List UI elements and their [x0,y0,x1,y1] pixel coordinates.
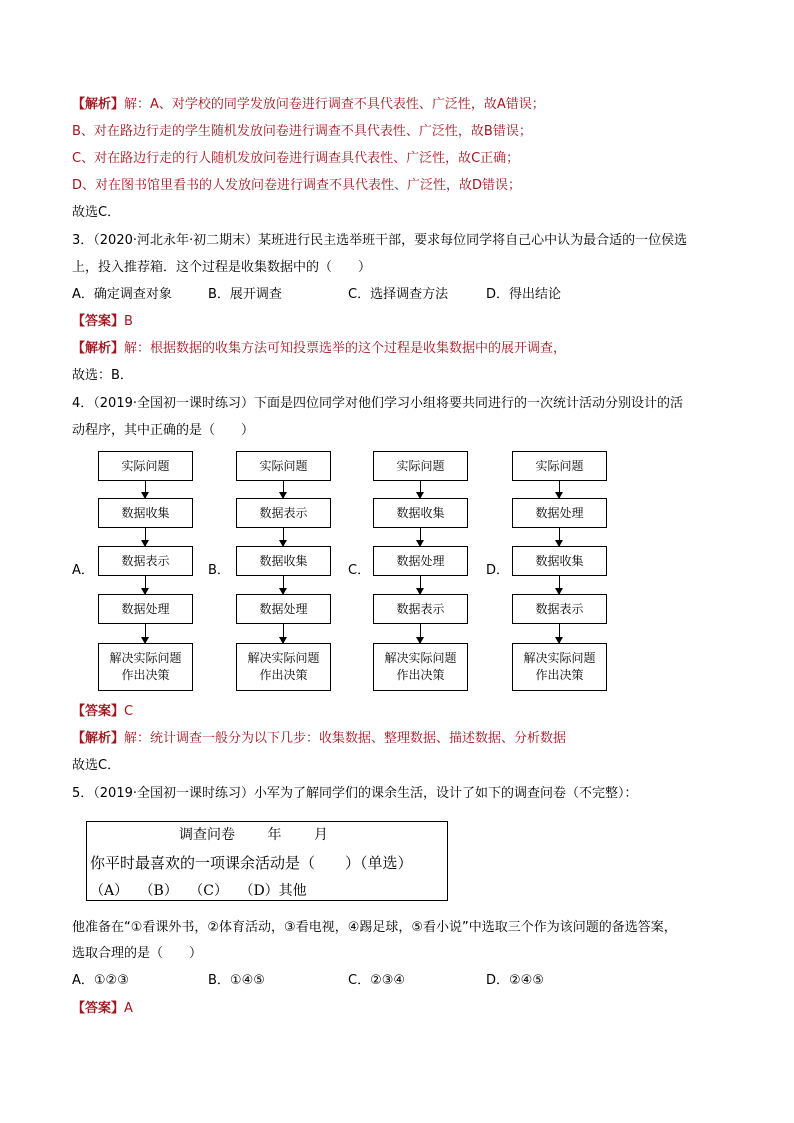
q4-flow-b-arrow-3 [283,576,284,594]
q5-stem: 5．（2019·全国初一课时练习）小军为了解同学们的课余生活，设计了如下的调查问卷（不完整）： [72,786,638,801]
q4-flow-c-step-1: 实际问题 [373,451,468,481]
q4-flow-a-step-4: 数据处理 [98,594,193,624]
q3-option-b: B．展开调查 [208,287,282,302]
q4-flow-b-arrow-4 [283,624,284,643]
q5-answer [72,1000,133,1018]
analysis-tag: 【解析】 [72,97,125,112]
q3-conclusion: 故选：B． [72,368,133,383]
q4-flow-c-arrow-1 [420,481,421,498]
survey-question: 你平时最喜欢的一项课余活动是（ ）（单选） [90,854,413,872]
survey-title: 调查问卷 年 月 [179,827,328,843]
q4-flow-a-arrow-1 [145,481,146,498]
q4-flow-c-final [373,643,468,691]
q4-flow-b-final [236,643,331,691]
q4-flow-a-step-3: 数据表示 [98,546,193,576]
answer-value: B [124,314,133,329]
q2-analysis-line-a [72,96,545,114]
q4-flow-c-arrow-3 [420,576,421,594]
q4-flow-a-final [98,643,193,691]
q4-flow-c-step-4: 数据表示 [373,594,468,624]
q2-conclusion: 故选C． [72,205,121,220]
q4-flow-d-step-1: 实际问题 [512,451,607,481]
q4-flow-c-arrow-2 [420,528,421,546]
q4-conclusion: 故选C． [72,758,121,773]
q4-flow-b-arrow-1 [283,481,284,498]
q4-flow-b-arrow-2 [283,528,284,546]
q3-answer [72,313,133,331]
analysis-tag: 【解析】 [72,731,125,746]
answer-tag: 【答案】 [72,704,125,719]
survey-form-box [86,821,448,901]
q4-flow-d-arrow-4 [559,624,560,643]
q4-stem-line-2: 动程序，其中正确的是（ ） [72,423,255,438]
q4-flow-d-final-line-2: 作出决策 [535,668,584,682]
q4-stem-line-1: 4．（2019·全国初一课时练习）下面是四位同学对他们学习小组将要共同进行的一次统计活动分别设计的活 [72,396,683,411]
q5-body-line-1: 他准备在“①看课外书，②体育活动，③看电视，④踢足球，⑤看小说”中选取三个作为该问题的备选答案， [72,920,677,935]
answer-value: A [124,1001,133,1016]
q4-answer [72,703,133,721]
q4-flow-a-arrow-3 [145,576,146,594]
analysis-text: 解：根据数据的收集方法可知投票选举的这个过程是收集数据中的展开调查， [124,341,567,356]
q4-flow-d-step-2: 数据处理 [512,498,607,528]
analysis-tag: 【解析】 [72,341,125,356]
q4-flow-c-final-line-1: 解决实际问题 [384,651,457,665]
answer-value: C [124,704,134,719]
q5-option-d: D．②④⑤ [486,973,544,988]
analysis-text: 解：统计调查一般分为以下几步：收集数据、整理数据、描述数据、分析数据 [124,731,567,746]
q3-option-a: A．确定调查对象 [72,287,172,302]
q4-flow-d-step-3: 数据收集 [512,546,607,576]
q4-flow-b-step-3: 数据收集 [236,546,331,576]
q2-analysis-line-d: D、对在图书馆里看书的人发放问卷进行调查不具代表性、广泛性，故D错误； [72,178,522,193]
q4-flow-a-step-2: 数据收集 [98,498,193,528]
answer-tag: 【答案】 [72,314,125,329]
q4-flow-d-arrow-1 [559,481,560,498]
q4-flow-b-final-line-1: 解决实际问题 [247,651,320,665]
q4-flow-d-arrow-2 [559,528,560,546]
q4-flow-b-step-2: 数据表示 [236,498,331,528]
q5-option-b: B．①④⑤ [208,973,265,988]
q3-option-c: C．选择调查方法 [348,287,449,302]
q4-flow-d-final-line-1: 解决实际问题 [523,651,596,665]
q4-flow-c-step-3: 数据处理 [373,546,468,576]
q4-flow-b-step-1: 实际问题 [236,451,331,481]
q4-flow-c-final-line-2: 作出决策 [396,668,445,682]
q3-stem-line-2: 上，投入推荐箱．这个过程是收集数据中的（ ） [72,260,372,275]
q4-flow-b-step-4: 数据处理 [236,594,331,624]
analysis-text: 解：A、对学校的同学发放问卷进行调查不具代表性、广泛性，故A错误； [124,97,545,112]
q4-flow-b-final-line-2: 作出决策 [259,668,308,682]
q4-flow-a-arrow-4 [145,624,146,643]
q4-flow-c-step-2: 数据收集 [373,498,468,528]
q2-analysis-line-c: C、对在路边行走的行人随机发放问卷进行调查具代表性、广泛性，故C正确； [72,151,520,166]
q4-flow-a-letter: A． [72,563,94,578]
q5-option-c: C．②③④ [348,973,406,988]
q4-flow-b-letter: B． [208,563,230,578]
q4-flow-d-final [512,643,607,691]
q5-option-a: A．①②③ [72,973,129,988]
q4-flow-a-step-1: 实际问题 [98,451,193,481]
q3-stem-line-1: 3．（2020·河北永年·初二期末）某班进行民主选举班干部，要求每位同学将自己心中认为最合适的一位侯选 [72,233,688,248]
q4-flow-c-arrow-4 [420,624,421,643]
q2-analysis-line-b: B、对在路边行走的学生随机发放问卷进行调查不具代表性、广泛性，故B错误； [72,124,532,139]
q4-flow-a-arrow-2 [145,528,146,546]
q4-flow-d-letter: D． [486,563,510,578]
q3-analysis [72,340,566,358]
q5-body-line-2: 选取合理的是（ ） [72,946,203,961]
q4-flow-c-letter: C． [348,563,371,578]
q4-flow-d-step-4: 数据表示 [512,594,607,624]
survey-choices: （A） （B） （C） （D）其他 [90,883,307,899]
q4-analysis [72,730,566,748]
q3-option-d: D．得出结论 [486,287,562,302]
q4-flow-a-final-line-1: 解决实际问题 [109,651,182,665]
q4-flow-d-arrow-3 [559,576,560,594]
q4-flow-a-final-line-2: 作出决策 [121,668,170,682]
answer-tag: 【答案】 [72,1001,125,1016]
